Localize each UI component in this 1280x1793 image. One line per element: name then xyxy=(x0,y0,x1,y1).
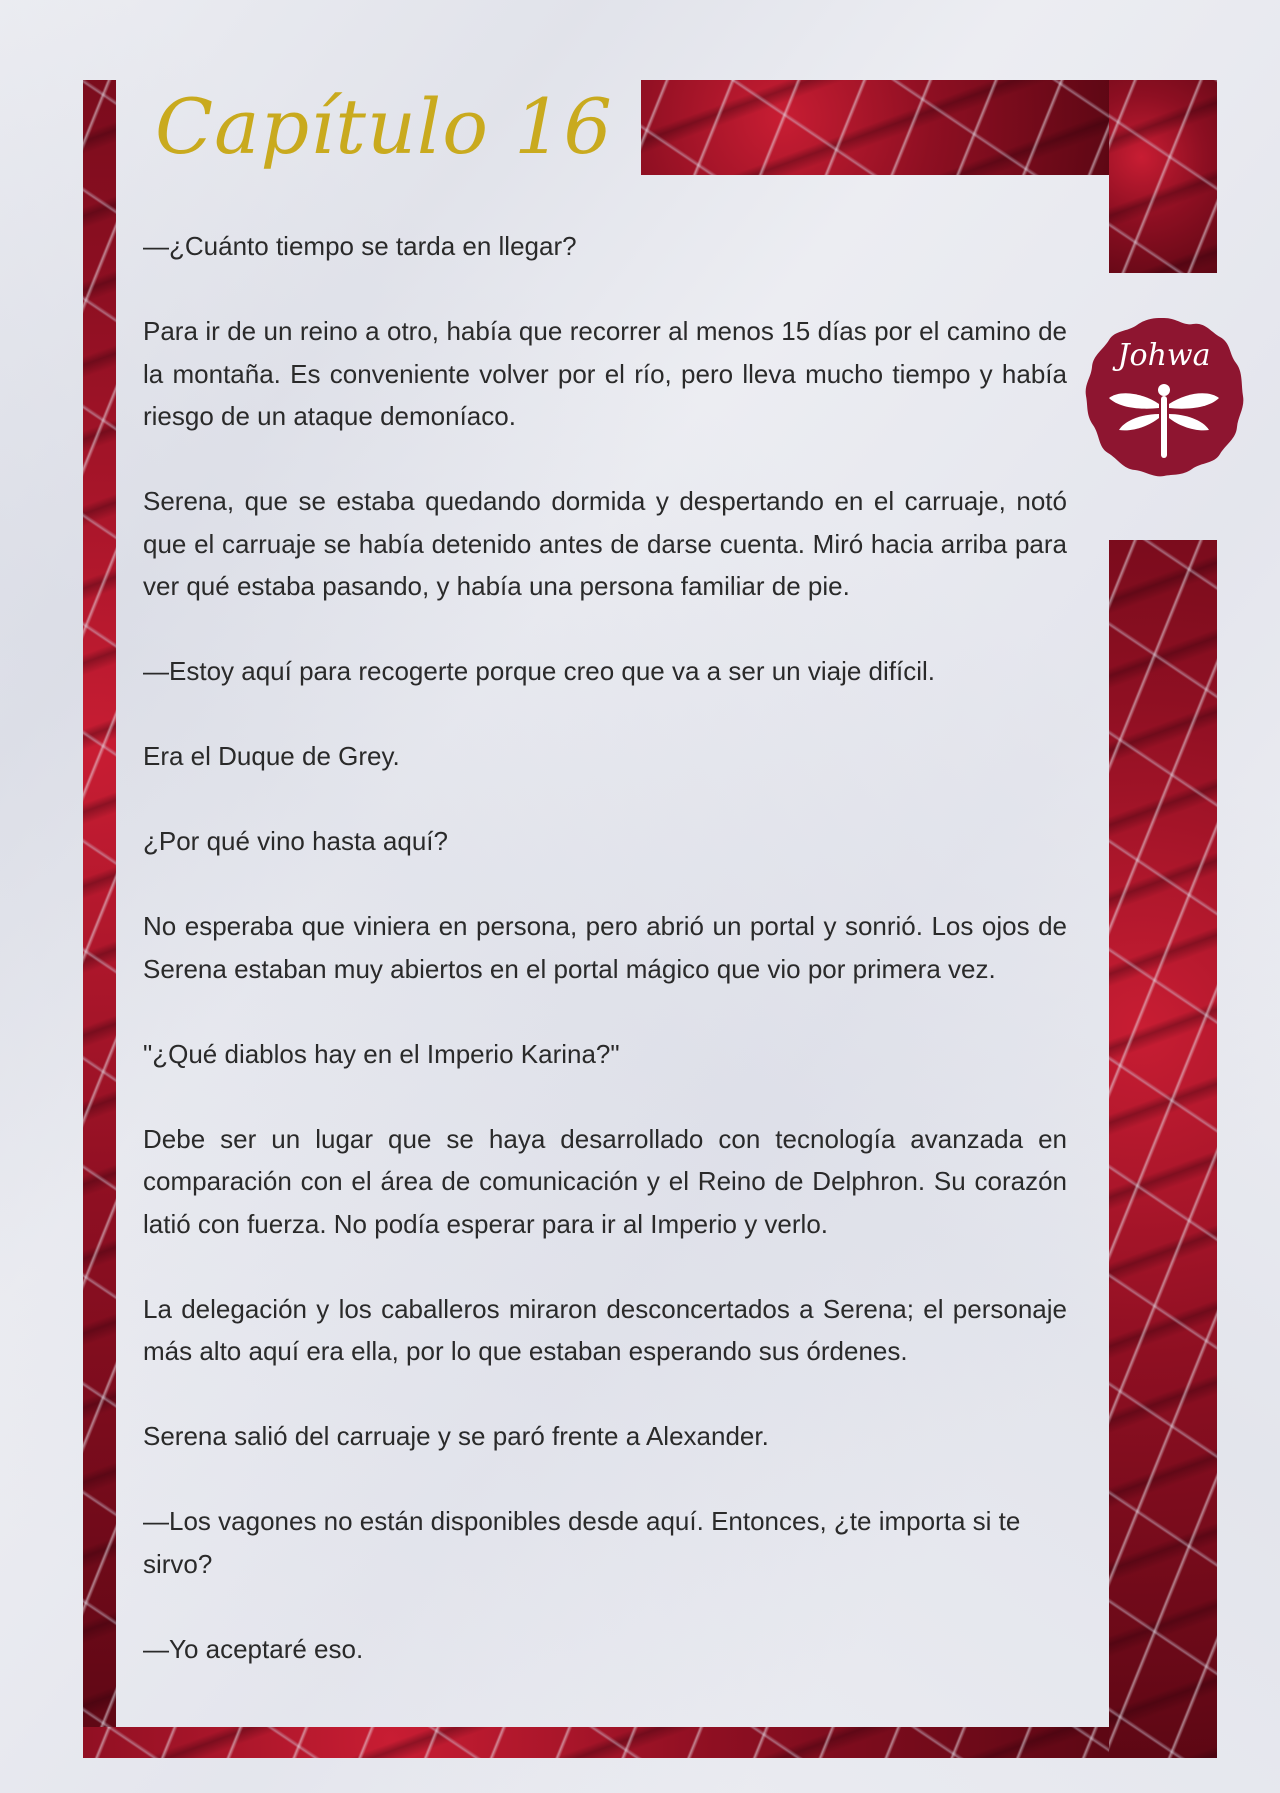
chapter-title: Capítulo 16 xyxy=(155,82,613,171)
paragraph: No esperaba que viniera en persona, pero abrió un portal y sonrió. Los ojos de Serena estaban muy abiertos en el portal mágico que vio por primera vez. xyxy=(143,911,1067,984)
paragraph: Serena, que se estaba quedando dormida y despertando en el carruaje, notó que el carruaje se había detenido antes de darse cuenta. Miró hacia arriba para ver qué estaba pasando, y había una persona familiar de pie. xyxy=(143,486,1067,601)
marble-border-right-lower xyxy=(1109,540,1217,1758)
paragraph: —Yo aceptaré eso. xyxy=(143,1633,364,1664)
marble-border-bottom xyxy=(83,1727,1111,1758)
chapter-body xyxy=(143,225,1067,1713)
paragraph: Para ir de un reino a otro, había que recorrer al menos 15 días por el camino de la montaña. Es conveniente volver por el río, pero lleva mucho tiempo y había riesgo de un ataque demoníaco. xyxy=(143,316,1067,431)
johwa-seal-logo xyxy=(1079,312,1249,482)
marble-border-right-upper xyxy=(1109,80,1217,273)
paragraph: Debe ser un lugar que se haya desarrollado con tecnología avanzada en comparación con el área de comunicación y el Reino de Delphron. Su corazón latió con fuerza. No podía esperar para ir al Imperio y verlo. xyxy=(143,1123,1067,1239)
paragraph: Serena salió del carruaje y se paró frente a Alexander. xyxy=(143,1421,769,1451)
paragraph: La delegación y los caballeros miraron desconcertados a Serena; el personaje más alto aquí era ella, por lo que estaban esperando sus órdenes. xyxy=(143,1293,1067,1366)
paragraph: "¿Qué diablos hay en el Imperio Karina?" xyxy=(143,1038,620,1069)
seal-label: Johwa xyxy=(1117,338,1211,373)
paragraph: —Estoy aquí para recogerte porque creo que va a ser un viaje difícil. xyxy=(143,656,935,686)
paragraph: Era el Duque de Grey. xyxy=(143,741,400,771)
paragraph: ¿Por qué vino hasta aquí? xyxy=(143,826,448,856)
paragraph: —¿Cuánto tiempo se tarda en llegar? xyxy=(143,231,577,261)
marble-border-left xyxy=(83,80,116,1758)
marble-border-top xyxy=(641,80,1111,175)
paragraph: —Los vagones no están disponibles desde aquí. Entonces, ¿te importa si te sirvo? xyxy=(143,1506,1021,1579)
